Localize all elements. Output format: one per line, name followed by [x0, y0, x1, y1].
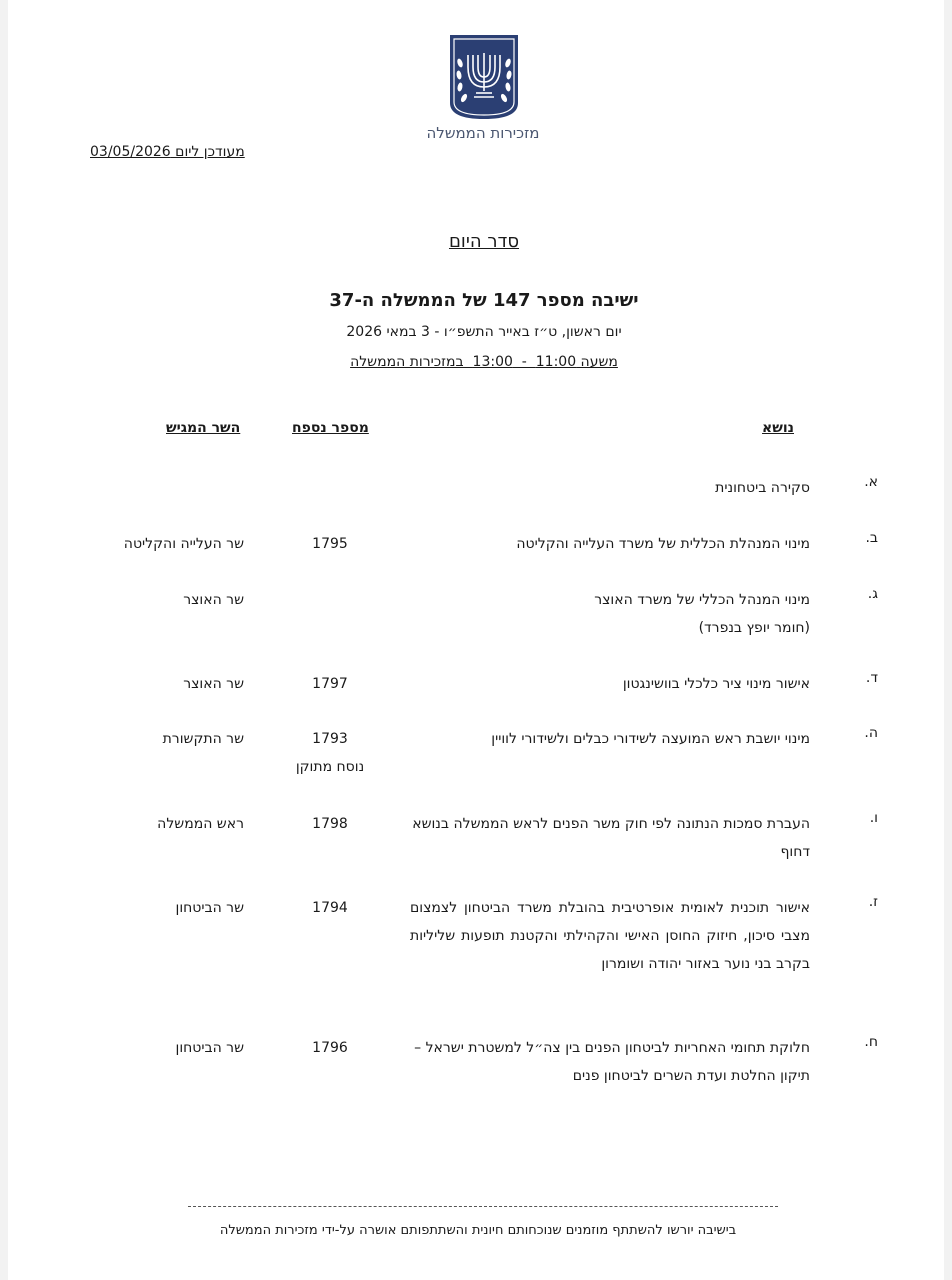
- column-header-presenting-minister: השר המגיש: [166, 420, 241, 436]
- item-topic: [410, 474, 810, 502]
- item-letter: ג.: [867, 586, 878, 602]
- meeting-date: יום ראשון, ט״ז באייר התשפ״ו - 3 במאי 2026: [346, 324, 622, 340]
- item-topic: [410, 810, 810, 866]
- item-number-text: 1794: [312, 900, 348, 916]
- state-emblem-icon: [448, 33, 520, 121]
- item-number-note: נוסח מתוקן: [295, 759, 365, 775]
- item-number-text: 1798: [312, 816, 348, 832]
- office-name: מזכירות הממשלה: [426, 124, 540, 142]
- item-letter: ז.: [868, 894, 878, 910]
- column-header-subject: נושא: [762, 420, 794, 436]
- item-topic-text: העברת סמכות הנתונה לפי חוק משר הפנים לראש הממשלה בנושא דחוף: [412, 816, 810, 860]
- document-page: [8, 0, 944, 1280]
- item-topic-text: אישור תוכנית לאומית אופרטיבית בהובלת משרד הביטחון לצמצום מצבי סיכון, חיזוק החוסן האישי והקהילתי והקטנת תופעות שליליות בקרב בני נוער באזור יהודה ושומרון: [410, 900, 810, 972]
- item-topic: [410, 586, 810, 642]
- item-note: (חומר יופץ בנפרד): [698, 620, 810, 636]
- meeting-title: ישיבה מספר 147 של הממשלה ה-37: [329, 290, 639, 311]
- item-topic: [410, 894, 810, 978]
- item-topic: [410, 670, 810, 698]
- item-letter: ו.: [869, 810, 878, 826]
- item-topic: [410, 530, 810, 558]
- item-letter: ב.: [865, 530, 878, 546]
- meeting-time: משעה 11:00 - 13:00 במזכירות הממשלה: [350, 354, 618, 370]
- item-appendix-number: [270, 670, 390, 698]
- item-letter: ח.: [864, 1034, 878, 1050]
- item-appendix-number: [270, 894, 390, 922]
- column-header-appendix-number: מספר נספח: [292, 420, 369, 436]
- item-topic-text: חלוקת תחומי האחריות לביטחון הפנים בין צה״ל למשטרת ישראל – תיקון החלטת ועדת השרים לביטחון פנים: [414, 1040, 810, 1084]
- item-number-text: 1797: [312, 676, 348, 692]
- item-topic-text: מינוי המנהלת הכללית של משרד העלייה והקליטה: [516, 536, 810, 552]
- item-appendix-number: [270, 1034, 390, 1062]
- item-number-text: 1795: [312, 536, 348, 552]
- item-appendix-number: [270, 810, 390, 838]
- item-appendix-number: [270, 725, 390, 781]
- item-minister: שר הביטחון: [175, 1040, 244, 1056]
- item-topic: [410, 1034, 810, 1090]
- item-topic-text: אישור מינוי ציר כלכלי בוושינגטון: [622, 676, 810, 692]
- item-minister: שר האוצר: [183, 592, 244, 608]
- item-topic-text: סקירה ביטחונית: [715, 480, 810, 496]
- item-topic-text: מינוי המנהל הכללי של משרד האוצר: [594, 592, 810, 608]
- item-minister: ראש הממשלה: [157, 816, 244, 832]
- footer-note: בישיבה יורשו להשתתף מוזמנים שנוכחותם חיונית והשתתפותם אושרה על-ידי מזכירות הממשלה: [219, 1223, 737, 1238]
- item-appendix-number: [270, 530, 390, 558]
- item-number-text: 1796: [312, 1040, 348, 1056]
- item-letter: ה.: [864, 725, 878, 741]
- item-letter: א.: [864, 474, 878, 490]
- item-letter: ד.: [865, 670, 878, 686]
- updated-date: מעודכן ליום 03/05/2026: [90, 144, 245, 160]
- item-topic: [410, 725, 810, 753]
- item-minister: שר האוצר: [183, 676, 244, 692]
- footer-divider: [188, 1206, 778, 1208]
- agenda-title: סדר היום: [448, 231, 520, 252]
- item-topic-text: מינוי יושבת ראש המועצה לשידורי כבלים ולשידורי לוויין: [491, 731, 810, 747]
- item-minister: שר הביטחון: [175, 900, 244, 916]
- item-number-text: 1793: [312, 731, 348, 747]
- item-minister: שר העלייה והקליטה: [123, 536, 244, 552]
- item-minister: שר התקשורת: [162, 731, 244, 747]
